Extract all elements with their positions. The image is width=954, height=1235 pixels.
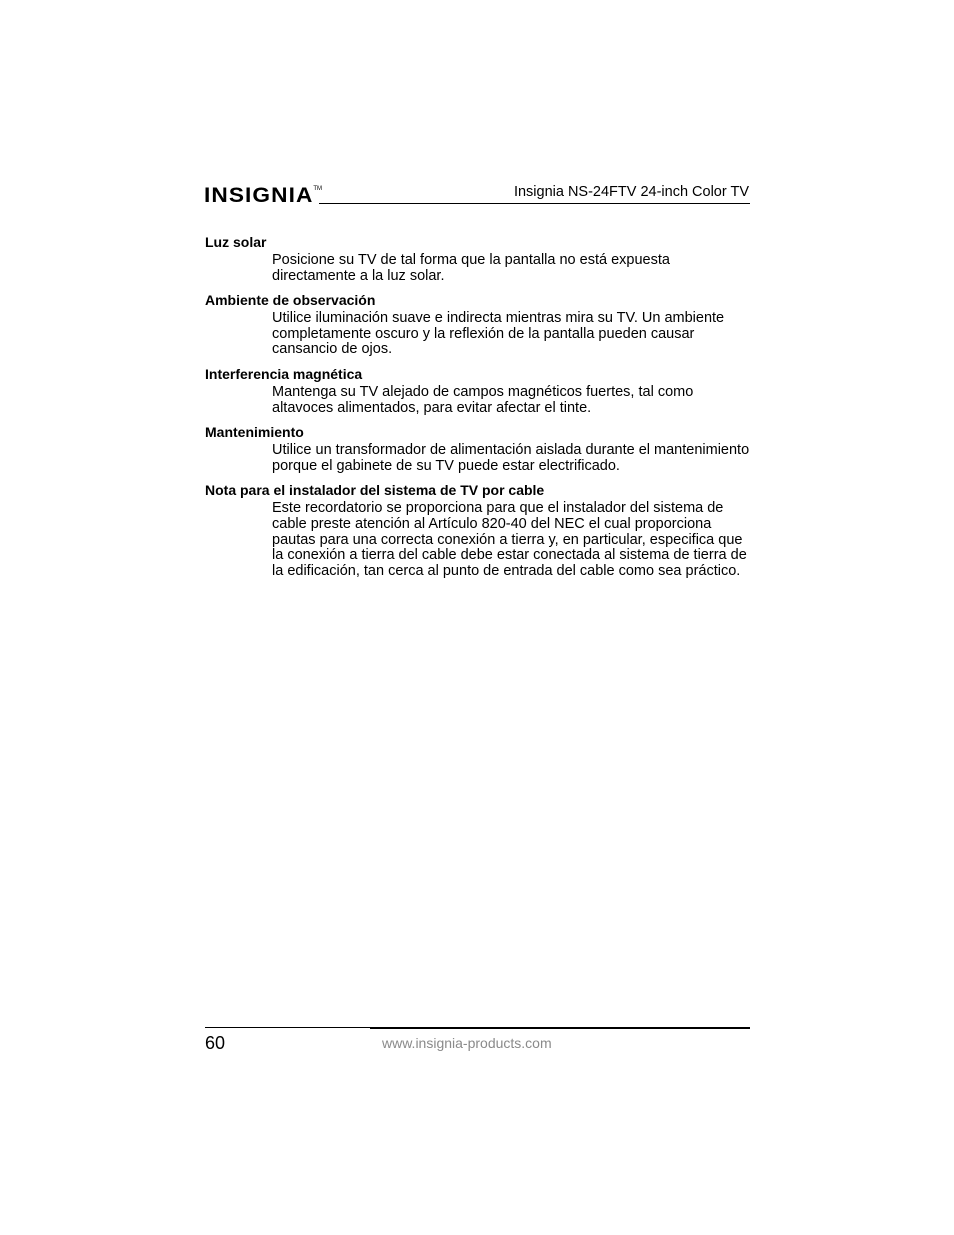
document-title: Insignia NS-24FTV 24-inch Color TV [513, 184, 749, 200]
logo-trademark: TM [313, 186, 323, 192]
page-content [205, 234, 750, 587]
section-luz-solar [205, 234, 750, 284]
section-body: Este recordatorio se proporciona para que el instalador del sistema de cable preste atención al Artículo 820-40 del NEC el cual proporciona pautas para una correcta conexión a tierra y, en particular, especifica que la conexión a tierra del cable debe estar conectada al sistema de tierra de la edificación, tan cerca al punto de entrada del cable como sea práctico. [272, 500, 747, 579]
brand-logo [204, 180, 322, 214]
page-number: 60 [205, 1033, 226, 1053]
section-body: Posicione su TV de tal forma que la pantalla no está expuesta directamente a la luz solar. [272, 252, 670, 284]
section-body: Utilice iluminación suave e indirecta mientras mira su TV. Un ambiente completamente oscuro y la reflexión de la pantalla pueden causar cansancio de ojos. [272, 310, 725, 358]
section-heading: Ambiente de observación [205, 292, 376, 309]
footer-divider-thin [205, 1027, 370, 1028]
section-ambiente-de-observacion [205, 292, 750, 358]
section-heading: Interferencia magnética [205, 365, 363, 382]
section-body: Mantenga su TV alejado de campos magnéticos fuertes, tal como altavoces alimentados, para evitar afectar el tinte. [272, 383, 694, 416]
footer-divider-thick [370, 1027, 750, 1029]
section-heading: Luz solar [205, 234, 267, 250]
logo-wordmark: INSIGNIA [204, 184, 314, 207]
section-mantenimiento [205, 424, 750, 474]
section-nota-instalador-cable [205, 482, 750, 579]
footer-url: www.insignia-products.com [382, 1035, 552, 1051]
section-interferencia-magnetica [205, 366, 750, 416]
section-heading: Mantenimiento [205, 424, 304, 441]
section-heading: Nota para el instalador del sistema de TV por cable [205, 482, 545, 499]
section-body: Utilice un transformador de alimentación aislada durante el mantenimiento porque el gabinete de su TV puede estar electrificado. [272, 442, 750, 474]
header-divider [319, 203, 750, 204]
